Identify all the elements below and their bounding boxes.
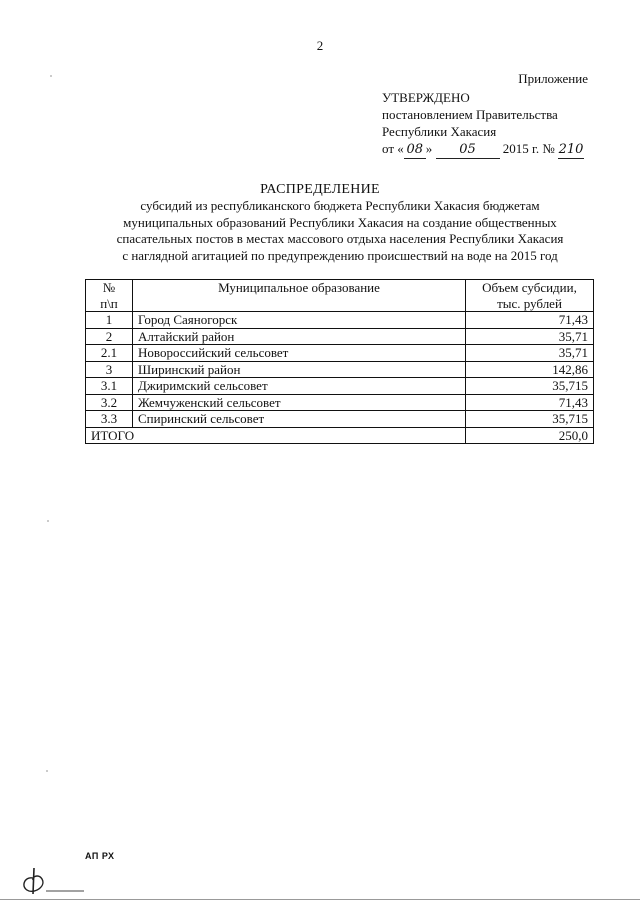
row-amount: 71,43 bbox=[466, 312, 594, 329]
row-municipality: Новороссийский сельсовет bbox=[133, 345, 466, 362]
row-municipality: Город Саяногорск bbox=[133, 312, 466, 329]
description-line-1: субсидий из республиканского бюджета Республики Хакасия бюджетам bbox=[140, 198, 540, 213]
page-edge bbox=[0, 899, 640, 900]
header-amount-line-1: Объем субсидии, bbox=[482, 280, 577, 295]
row-number: 2 bbox=[86, 328, 133, 345]
approval-block bbox=[382, 89, 584, 159]
date-prefix: от « bbox=[382, 141, 404, 156]
header-amount-line-2: тыс. рублей bbox=[497, 295, 562, 311]
table-row bbox=[86, 411, 594, 428]
table-row bbox=[86, 361, 594, 378]
row-number: 3 bbox=[86, 361, 133, 378]
row-number: 1 bbox=[86, 312, 133, 329]
row-amount: 142,86 bbox=[466, 361, 594, 378]
header-number bbox=[86, 280, 133, 312]
subsidy-table bbox=[85, 279, 594, 444]
approval-line-1: постановлением Правительства bbox=[382, 107, 558, 122]
row-municipality: Джиримский сельсовет bbox=[133, 378, 466, 395]
signature-mark bbox=[12, 864, 92, 898]
row-amount: 35,715 bbox=[466, 411, 594, 428]
total-amount: 250,0 bbox=[466, 427, 594, 444]
document-title: РАСПРЕДЕЛЕНИЕ bbox=[260, 182, 380, 197]
table-header-row bbox=[86, 280, 594, 312]
scan-speck bbox=[47, 520, 49, 522]
total-label: ИТОГО bbox=[86, 427, 466, 444]
row-municipality: Алтайский район bbox=[133, 328, 466, 345]
row-number: 3.1 bbox=[86, 378, 133, 395]
row-number: 2.1 bbox=[86, 345, 133, 362]
scan-speck bbox=[46, 770, 48, 772]
archive-stamp: АП РХ bbox=[85, 851, 115, 861]
date-day-handwritten: 08 bbox=[404, 141, 426, 159]
table-row bbox=[86, 345, 594, 362]
table-row bbox=[86, 312, 594, 329]
approval-date-line bbox=[382, 140, 584, 159]
table-row bbox=[86, 378, 594, 395]
row-municipality: Ширинский район bbox=[133, 361, 466, 378]
description-line-3: спасательных постов в местах массового отдыха населения Республики Хакасия bbox=[116, 231, 564, 246]
header-number-line-2: п\п bbox=[100, 295, 118, 311]
scan-speck bbox=[50, 75, 52, 77]
row-municipality: Спиринский сельсовет bbox=[133, 411, 466, 428]
row-number: 3.3 bbox=[86, 411, 133, 428]
document-number-handwritten: 210 bbox=[558, 142, 584, 157]
row-amount: 35,715 bbox=[466, 378, 594, 395]
table-row bbox=[86, 328, 594, 345]
page-number: 2 bbox=[316, 38, 324, 53]
document-description bbox=[40, 198, 640, 264]
row-amount: 71,43 bbox=[466, 394, 594, 411]
row-amount: 35,71 bbox=[466, 328, 594, 345]
row-municipality: Жемчуженский сельсовет bbox=[133, 394, 466, 411]
table-total-row bbox=[86, 427, 594, 444]
header-municipality: Муниципальное образование bbox=[133, 280, 466, 312]
approval-heading: УТВЕРЖДЕНО bbox=[382, 90, 470, 105]
row-amount: 35,71 bbox=[466, 345, 594, 362]
date-year: 2015 г. № bbox=[502, 141, 555, 156]
header-number-line-1: № bbox=[102, 280, 116, 295]
description-line-2: муниципальных образований Республики Хакасия на создание общественных bbox=[123, 214, 557, 230]
approval-line-2: Республики Хакасия bbox=[382, 124, 497, 139]
date-month-handwritten: 05 bbox=[436, 141, 500, 159]
date-mid: » bbox=[425, 141, 433, 156]
header-amount bbox=[466, 280, 594, 312]
row-number: 3.2 bbox=[86, 394, 133, 411]
description-line-4: с наглядной агитацией по предупреждению происшествий на воде на 2015 год bbox=[122, 247, 558, 263]
appendix-label: Приложение bbox=[518, 71, 588, 86]
table-row bbox=[86, 394, 594, 411]
